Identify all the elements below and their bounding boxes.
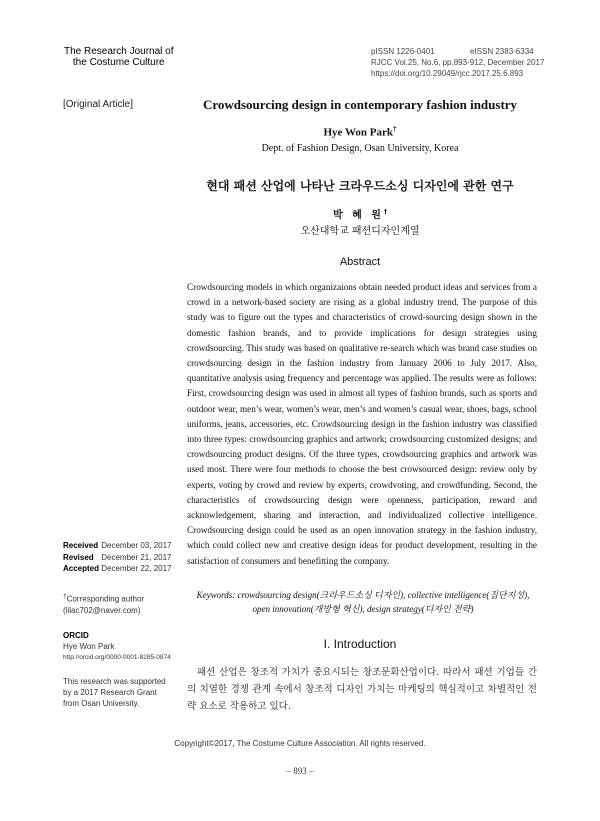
corresponding-email[interactable]: (lilac702@naver.com): [63, 605, 141, 615]
citation: RJCC Vol.25, No.6, pp.893-912, December 2017: [371, 58, 545, 67]
orcid-block: [63, 630, 171, 663]
orcid-name: Hye Won Park: [63, 642, 115, 651]
journal-name-line1: The Research Journal of: [64, 46, 174, 57]
pissn: pISSN 1226-0401: [371, 47, 435, 56]
abstract-body: Crowdsourcing models in which organizaions obtain needed product ideas and services from a crowd in a network-based society are rising as a global industry trend. The purpose of this study was to figure out the types and characteristics of crowd-sourcing design shown in the domestic fashion brands, and to provide implications for design strategies using crowdsourcing. This study was based on qualitative re-search which was brand case studies on crowdsourcing design in the fashion industry from January 2006 to July 2017. Also, quantitative analysis using frequency and percentage was applied. The results were as follows: First, crowdsourcing design was used in almost all types of fashion brands, such as sports and outdoor wear, men’s wear, women’s wear, men’s and women’s casual wear, shoes, bags, school uniforms, jeans, accessories, etc. Crowdsourcing design in the fashion industry was classified into three types: crowdsourcing graphics and artwork; crowdsourcing customized designs; and crowdsourcing product designs. Of the three types, crowdsourcing graphics and artwork was used most. There were four methods to choose the best crowsourced design: review only by experts, voting by crowd and review by experts, crowdvoting, and crowdfunding. Second, the characteristics of crowdsourcing design were openness, participation, reward and acknowledgement, sharing and interaction, and individualized collective intelligence. Crowdsourcing design could be used as an open innovation strategy in the fashion industry, which could collect new and creative design ideas for product development, resulting in the satisfaction of consumers and benefitting the company.: [187, 282, 537, 566]
introduction-text: 패션 산업은 창조적 가치가 중요시되는 창조문화산업이다. 따라서 패션 기업들 간의 치열한 경쟁 관계 속에서 창조적 디자인 가치는 마케팅의 핵심적이고 차별적인 전략 요소로 작용하고 있다.: [187, 667, 537, 712]
affiliation-english: Dept. of Fashion Design, Osan University, Korea: [261, 143, 459, 154]
corresponding-dagger: †: [63, 593, 67, 600]
abstract-heading: Abstract: [339, 256, 381, 268]
revised-date: December 21, 2017: [101, 552, 172, 562]
corresponding-mark: †: [392, 125, 397, 133]
copyright-notice: Copyright©2017, The Costume Culture Association. All rights reserved.: [174, 739, 426, 748]
page-number: – 893 –: [286, 766, 314, 776]
author-english: [180, 125, 540, 139]
orcid-label: ORCID: [63, 631, 89, 640]
accepted-label: Accepted: [63, 564, 100, 573]
corresponding-label: Corresponding author: [66, 594, 145, 604]
corresponding-mark-korean: †: [383, 208, 387, 216]
eissn: eISSN 2383-6334: [470, 47, 534, 56]
affiliation-korean: 오산대학교 패션디자인계열: [300, 226, 420, 237]
received-label: Received: [63, 541, 99, 550]
article-dates: [63, 540, 172, 575]
title-korean: 현대 패션 산업에 나타난 크라우드소싱 디자인에 관한 연구: [206, 179, 514, 193]
keywords: [187, 588, 539, 616]
issn-block: [371, 46, 544, 79]
journal-name-line2: the Costume Culture: [72, 57, 165, 68]
orcid-link[interactable]: http://orcid.org/0000-0001-8285-0874: [63, 654, 171, 661]
author-english-name: Hye Won Park: [323, 126, 393, 139]
keywords-line1: Keywords: crowdsourcing design(크라우드소싱 디자인), collective intelligence(집단지성),: [196, 590, 530, 600]
received-date: December 03, 2017: [101, 541, 172, 550]
introduction-body: [187, 664, 537, 715]
keywords-line2: open innovation(개방형 혁신), design strategy(디자인 전략): [252, 604, 474, 614]
doi-link[interactable]: https://doi.org/10.29049/rjcc.2017.25.6.893: [371, 69, 524, 78]
corresponding-author: [63, 591, 144, 616]
author-korean: [180, 206, 540, 221]
article-type: [Original Article]: [63, 99, 134, 110]
revised-label: Revised: [63, 552, 94, 562]
journal-name: [64, 46, 174, 68]
introduction-heading: I. Introduction: [323, 637, 397, 651]
author-korean-name: 박 혜 원: [333, 210, 384, 221]
accepted-date: December 22, 2017: [101, 564, 172, 573]
funding-note: This research was supported by a 2017 Research Grant from Osan University.: [63, 677, 166, 708]
title-english: Crowdsourcing design in contemporary fashion industry: [202, 97, 518, 112]
